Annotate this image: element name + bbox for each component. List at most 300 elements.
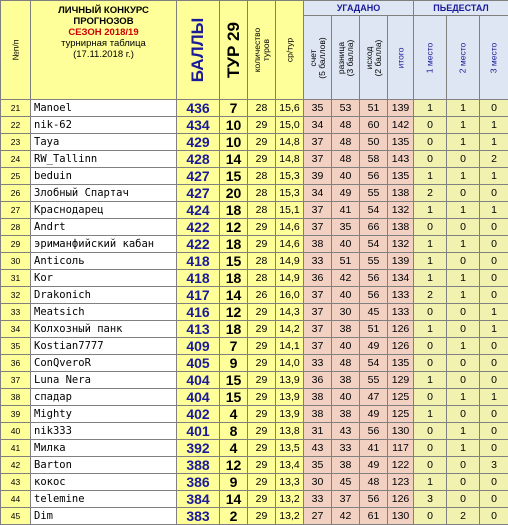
- player-name: Милка: [31, 440, 177, 457]
- points-total: 383: [177, 508, 220, 525]
- second-place-count: 1: [447, 440, 480, 457]
- rounds-count: 29: [248, 151, 276, 168]
- points-total: 404: [177, 389, 220, 406]
- title-line2: ПРОГНОЗОВ: [31, 16, 176, 27]
- table-row: [1, 406, 508, 423]
- second-place-count: 2: [447, 508, 480, 525]
- guessed-total: 133: [388, 287, 414, 304]
- exact-score-count: 27: [304, 508, 332, 525]
- rounds-count: 29: [248, 457, 276, 474]
- goal-diff-count: 48: [332, 355, 360, 372]
- points-total: 413: [177, 321, 220, 338]
- first-place-count: 0: [414, 508, 447, 525]
- season-label: СЕЗОН 2018/19: [31, 27, 176, 38]
- guessed-total: 133: [388, 304, 414, 321]
- third-place-count: 0: [480, 372, 508, 389]
- round-points: 18: [220, 236, 248, 253]
- exact-score-count: 37: [304, 287, 332, 304]
- points-total: 429: [177, 134, 220, 151]
- row-number: 29: [1, 236, 31, 253]
- tur-label: ТУР 29: [224, 22, 244, 78]
- goal-diff-count: 33: [332, 440, 360, 457]
- header-title-block: [31, 1, 177, 100]
- first-place-count: 1: [414, 270, 447, 287]
- place2-label: 2 место: [459, 42, 468, 72]
- guessed-total: 138: [388, 185, 414, 202]
- row-number: 26: [1, 185, 31, 202]
- rounds-count: 28: [248, 168, 276, 185]
- header-tur: [220, 1, 248, 100]
- first-place-count: 3: [414, 491, 447, 508]
- goal-diff-count: 45: [332, 474, 360, 491]
- row-number: 36: [1, 355, 31, 372]
- ishod-line1: исход: [365, 39, 374, 76]
- third-place-count: 0: [480, 406, 508, 423]
- round-points: 8: [220, 423, 248, 440]
- guessed-total: 130: [388, 508, 414, 525]
- round-points: 7: [220, 338, 248, 355]
- second-place-count: 1: [447, 423, 480, 440]
- row-number: 34: [1, 321, 31, 338]
- row-number: 30: [1, 253, 31, 270]
- average-per-round: 14,0: [276, 355, 304, 372]
- average-per-round: 13,8: [276, 423, 304, 440]
- schet-line1: счет: [309, 37, 318, 78]
- points-total: 436: [177, 100, 220, 117]
- rounds-count: 28: [248, 100, 276, 117]
- sr-label: ср/тур: [285, 38, 294, 62]
- table-row: [1, 117, 508, 134]
- first-place-count: 0: [414, 117, 447, 134]
- guessed-total: 129: [388, 372, 414, 389]
- table-row: [1, 423, 508, 440]
- first-place-count: 1: [414, 202, 447, 219]
- outcome-count: 50: [360, 134, 388, 151]
- row-number: 23: [1, 134, 31, 151]
- outcome-count: 48: [360, 474, 388, 491]
- schet-line2: (5 баллов): [318, 37, 327, 78]
- points-total: 434: [177, 117, 220, 134]
- second-place-count: 0: [447, 372, 480, 389]
- average-per-round: 13,3: [276, 474, 304, 491]
- player-name: RW_Tallinn: [31, 151, 177, 168]
- rounds-count: 29: [248, 219, 276, 236]
- goal-diff-count: 41: [332, 202, 360, 219]
- average-per-round: 15,3: [276, 168, 304, 185]
- points-total: 392: [177, 440, 220, 457]
- rounds-count: 29: [248, 236, 276, 253]
- table-body: [1, 100, 508, 525]
- rounds-count: 29: [248, 338, 276, 355]
- row-number: 25: [1, 168, 31, 185]
- exact-score-count: 31: [304, 423, 332, 440]
- table-row: [1, 355, 508, 372]
- average-per-round: 14,9: [276, 253, 304, 270]
- razn-line2: (3 балла): [346, 39, 355, 76]
- guessed-total: 139: [388, 100, 414, 117]
- points-total: 424: [177, 202, 220, 219]
- goal-diff-count: 49: [332, 185, 360, 202]
- round-points: 18: [220, 202, 248, 219]
- player-name: Andrt: [31, 219, 177, 236]
- outcome-count: 66: [360, 219, 388, 236]
- row-number: 22: [1, 117, 31, 134]
- second-place-count: 0: [447, 321, 480, 338]
- third-place-count: 1: [480, 389, 508, 406]
- third-place-count: 0: [480, 423, 508, 440]
- outcome-count: 56: [360, 287, 388, 304]
- outcome-count: 54: [360, 355, 388, 372]
- outcome-count: 55: [360, 253, 388, 270]
- balls-label: БАЛЛЫ: [188, 18, 208, 83]
- first-place-count: 0: [414, 338, 447, 355]
- exact-score-count: 35: [304, 457, 332, 474]
- average-per-round: 13,2: [276, 508, 304, 525]
- second-place-count: 0: [447, 355, 480, 372]
- third-place-count: 1: [480, 202, 508, 219]
- round-points: 15: [220, 168, 248, 185]
- first-place-count: 0: [414, 134, 447, 151]
- goal-diff-count: 38: [332, 321, 360, 338]
- points-total: 405: [177, 355, 220, 372]
- table-row: [1, 321, 508, 338]
- goal-diff-count: 48: [332, 151, 360, 168]
- row-number: 24: [1, 151, 31, 168]
- third-place-count: 1: [480, 134, 508, 151]
- outcome-count: 54: [360, 202, 388, 219]
- points-total: 422: [177, 219, 220, 236]
- average-per-round: 14,9: [276, 270, 304, 287]
- guessed-total: 123: [388, 474, 414, 491]
- player-name: Luna Nera: [31, 372, 177, 389]
- goal-diff-count: 48: [332, 134, 360, 151]
- outcome-count: 56: [360, 168, 388, 185]
- header-itogo: [388, 16, 414, 100]
- table-row: [1, 100, 508, 117]
- points-total: 417: [177, 287, 220, 304]
- points-total: 388: [177, 457, 220, 474]
- row-number: 40: [1, 423, 31, 440]
- first-place-count: 0: [414, 423, 447, 440]
- outcome-count: 55: [360, 372, 388, 389]
- second-place-count: 1: [447, 202, 480, 219]
- third-place-count: 0: [480, 100, 508, 117]
- row-number: 39: [1, 406, 31, 423]
- outcome-count: 41: [360, 440, 388, 457]
- table-row: [1, 491, 508, 508]
- row-number: 32: [1, 287, 31, 304]
- row-number: 27: [1, 202, 31, 219]
- player-name: nik333: [31, 423, 177, 440]
- exact-score-count: 43: [304, 440, 332, 457]
- table-row: [1, 389, 508, 406]
- rounds-count: 28: [248, 270, 276, 287]
- kol-line2: туров: [262, 28, 271, 73]
- round-points: 4: [220, 440, 248, 457]
- round-points: 12: [220, 457, 248, 474]
- razn-label: [337, 39, 355, 76]
- player-name: Kor: [31, 270, 177, 287]
- player-name: Колхозный панк: [31, 321, 177, 338]
- second-place-count: 0: [447, 219, 480, 236]
- goal-diff-count: 30: [332, 304, 360, 321]
- place1-label: 1 место: [426, 42, 435, 72]
- player-name: Barton: [31, 457, 177, 474]
- round-points: 10: [220, 117, 248, 134]
- points-total: 428: [177, 151, 220, 168]
- player-name: Taya: [31, 134, 177, 151]
- goal-diff-count: 40: [332, 168, 360, 185]
- row-number: 44: [1, 491, 31, 508]
- third-place-count: 0: [480, 355, 508, 372]
- second-place-count: 1: [447, 270, 480, 287]
- guessed-total: 135: [388, 168, 414, 185]
- player-name: Краснодарец: [31, 202, 177, 219]
- average-per-round: 13,5: [276, 440, 304, 457]
- round-points: 9: [220, 474, 248, 491]
- player-name: telemine: [31, 491, 177, 508]
- ishod-label: [365, 39, 383, 76]
- first-place-count: 1: [414, 321, 447, 338]
- first-place-count: 1: [414, 372, 447, 389]
- round-points: 7: [220, 100, 248, 117]
- header-place3: [480, 16, 508, 100]
- third-place-count: 1: [480, 304, 508, 321]
- outcome-count: 49: [360, 457, 388, 474]
- first-place-count: 1: [414, 168, 447, 185]
- table-row: [1, 168, 508, 185]
- goal-diff-count: 38: [332, 406, 360, 423]
- outcome-count: 51: [360, 321, 388, 338]
- row-number: 28: [1, 219, 31, 236]
- average-per-round: 16,0: [276, 287, 304, 304]
- third-place-count: 2: [480, 151, 508, 168]
- average-per-round: 15,3: [276, 185, 304, 202]
- header-kol: [248, 1, 276, 100]
- second-place-count: 0: [447, 253, 480, 270]
- player-name: beduin: [31, 168, 177, 185]
- exact-score-count: 38: [304, 406, 332, 423]
- exact-score-count: 37: [304, 202, 332, 219]
- third-place-count: 3: [480, 457, 508, 474]
- num-label: №п/п: [11, 40, 20, 61]
- date-label: (17.11.2018 г.): [31, 49, 176, 60]
- average-per-round: 14,1: [276, 338, 304, 355]
- exact-score-count: 38: [304, 389, 332, 406]
- header-sr: [276, 1, 304, 100]
- goal-diff-count: 42: [332, 508, 360, 525]
- first-place-count: 0: [414, 389, 447, 406]
- exact-score-count: 34: [304, 185, 332, 202]
- player-name: Kostian7777: [31, 338, 177, 355]
- rounds-count: 29: [248, 491, 276, 508]
- round-points: 12: [220, 304, 248, 321]
- guessed-total: 126: [388, 338, 414, 355]
- table-row: [1, 219, 508, 236]
- rounds-count: 29: [248, 321, 276, 338]
- goal-diff-count: 37: [332, 491, 360, 508]
- average-per-round: 15,0: [276, 117, 304, 134]
- goal-diff-count: 53: [332, 100, 360, 117]
- second-place-count: 1: [447, 389, 480, 406]
- points-total: 386: [177, 474, 220, 491]
- points-total: 427: [177, 185, 220, 202]
- outcome-count: 60: [360, 117, 388, 134]
- player-name: эриманфийский кабан: [31, 236, 177, 253]
- round-points: 10: [220, 134, 248, 151]
- row-number: 41: [1, 440, 31, 457]
- rounds-count: 29: [248, 406, 276, 423]
- average-per-round: 15,6: [276, 100, 304, 117]
- header-place2: [447, 16, 480, 100]
- first-place-count: 2: [414, 287, 447, 304]
- player-name: Meatsich: [31, 304, 177, 321]
- kol-label: [253, 28, 271, 73]
- average-per-round: 15,1: [276, 202, 304, 219]
- guessed-total: 117: [388, 440, 414, 457]
- round-points: 2: [220, 508, 248, 525]
- outcome-count: 54: [360, 236, 388, 253]
- outcome-count: 61: [360, 508, 388, 525]
- second-place-count: 1: [447, 134, 480, 151]
- kol-line1: количество: [253, 28, 262, 73]
- rounds-count: 29: [248, 440, 276, 457]
- guessed-total: 143: [388, 151, 414, 168]
- header-num: [1, 1, 31, 100]
- points-total: 384: [177, 491, 220, 508]
- average-per-round: 14,3: [276, 304, 304, 321]
- razn-line1: разница: [337, 39, 346, 76]
- outcome-count: 47: [360, 389, 388, 406]
- exact-score-count: 34: [304, 117, 332, 134]
- points-total: 427: [177, 168, 220, 185]
- second-place-count: 1: [447, 100, 480, 117]
- average-per-round: 14,8: [276, 134, 304, 151]
- goal-diff-count: 38: [332, 372, 360, 389]
- second-place-count: 1: [447, 117, 480, 134]
- row-number: 21: [1, 100, 31, 117]
- goal-diff-count: 48: [332, 117, 360, 134]
- itogo-label: итого: [396, 47, 405, 68]
- guessed-total: 139: [388, 253, 414, 270]
- average-per-round: 13,2: [276, 491, 304, 508]
- ishod-line2: (2 балла): [374, 39, 383, 76]
- header-razn: [332, 16, 360, 100]
- table-row: [1, 151, 508, 168]
- points-total: 422: [177, 236, 220, 253]
- first-place-count: 0: [414, 151, 447, 168]
- exact-score-count: 37: [304, 219, 332, 236]
- rounds-count: 29: [248, 304, 276, 321]
- exact-score-count: 37: [304, 134, 332, 151]
- rounds-count: 29: [248, 355, 276, 372]
- round-points: 15: [220, 253, 248, 270]
- average-per-round: 14,6: [276, 219, 304, 236]
- points-total: 404: [177, 372, 220, 389]
- third-place-count: 0: [480, 287, 508, 304]
- rounds-count: 28: [248, 185, 276, 202]
- player-name: Manoel: [31, 100, 177, 117]
- rounds-count: 29: [248, 389, 276, 406]
- rounds-count: 28: [248, 253, 276, 270]
- header-ugadano: УГАДАНО: [304, 1, 414, 16]
- exact-score-count: 37: [304, 338, 332, 355]
- outcome-count: 45: [360, 304, 388, 321]
- third-place-count: 1: [480, 117, 508, 134]
- row-number: 31: [1, 270, 31, 287]
- third-place-count: 0: [480, 338, 508, 355]
- goal-diff-count: 40: [332, 389, 360, 406]
- first-place-count: 1: [414, 236, 447, 253]
- player-name: Dim: [31, 508, 177, 525]
- rounds-count: 28: [248, 202, 276, 219]
- table-row: [1, 236, 508, 253]
- round-points: 14: [220, 491, 248, 508]
- table-row: [1, 185, 508, 202]
- first-place-count: 1: [414, 406, 447, 423]
- second-place-count: 0: [447, 457, 480, 474]
- header-place1: [414, 16, 447, 100]
- rounds-count: 29: [248, 134, 276, 151]
- average-per-round: 14,2: [276, 321, 304, 338]
- header-balls: [177, 1, 220, 100]
- points-total: 401: [177, 423, 220, 440]
- third-place-count: 0: [480, 236, 508, 253]
- row-number: 33: [1, 304, 31, 321]
- exact-score-count: 36: [304, 270, 332, 287]
- guessed-total: 135: [388, 355, 414, 372]
- guessed-total: 132: [388, 236, 414, 253]
- row-number: 42: [1, 457, 31, 474]
- round-points: 14: [220, 287, 248, 304]
- goal-diff-count: 40: [332, 287, 360, 304]
- average-per-round: 14,6: [276, 236, 304, 253]
- rounds-count: 26: [248, 287, 276, 304]
- outcome-count: 56: [360, 270, 388, 287]
- goal-diff-count: 38: [332, 457, 360, 474]
- exact-score-count: 38: [304, 236, 332, 253]
- outcome-count: 56: [360, 423, 388, 440]
- goal-diff-count: 51: [332, 253, 360, 270]
- third-place-count: 0: [480, 491, 508, 508]
- outcome-count: 58: [360, 151, 388, 168]
- second-place-count: 1: [447, 236, 480, 253]
- player-name: Drakonich: [31, 287, 177, 304]
- table-row: [1, 508, 508, 525]
- guessed-total: 122: [388, 457, 414, 474]
- first-place-count: 0: [414, 219, 447, 236]
- second-place-count: 1: [447, 168, 480, 185]
- rounds-count: 29: [248, 508, 276, 525]
- third-place-count: 0: [480, 440, 508, 457]
- exact-score-count: 33: [304, 355, 332, 372]
- second-place-count: 1: [447, 287, 480, 304]
- first-place-count: 1: [414, 100, 447, 117]
- goal-diff-count: 40: [332, 338, 360, 355]
- outcome-count: 49: [360, 338, 388, 355]
- schet-label: [309, 37, 327, 78]
- row-number: 37: [1, 372, 31, 389]
- first-place-count: 1: [414, 253, 447, 270]
- title-line1: ЛИЧНЫЙ КОНКУРС: [31, 5, 176, 16]
- header-ishod: [360, 16, 388, 100]
- second-place-count: 0: [447, 304, 480, 321]
- table-row: [1, 338, 508, 355]
- player-name: ConQveroR: [31, 355, 177, 372]
- second-place-count: 0: [447, 185, 480, 202]
- subtitle: турнирная таблица: [31, 38, 176, 49]
- player-name: nik-62: [31, 117, 177, 134]
